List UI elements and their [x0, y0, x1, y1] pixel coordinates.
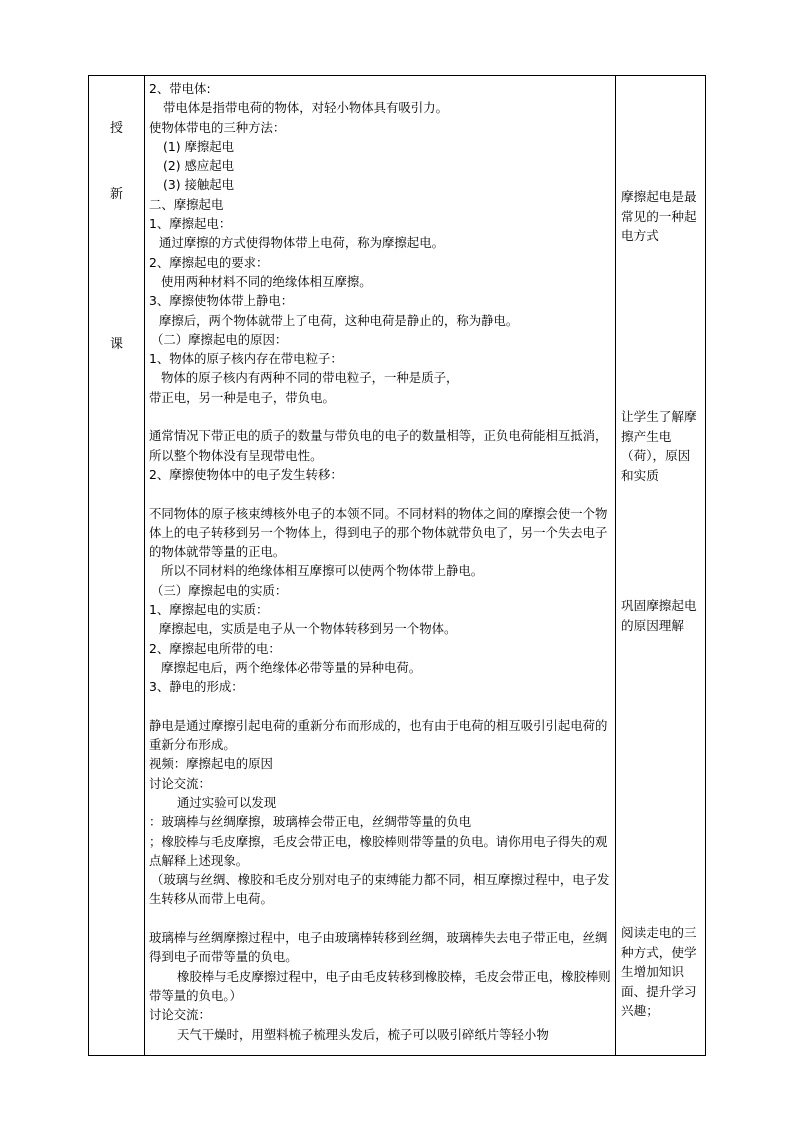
content-paragraph: 不同物体的原子核束缚核外电子的本领不同。不同材料的物体之间的摩擦会使一个物体上的电子转移到另一个物体上，得到电子的那个物体就带负电了，另一个失去电子的物体就带等量的正电。: [149, 505, 608, 560]
content-line: 摩擦起电后，两个绝缘体必带等量的异种电荷。: [161, 659, 422, 675]
content-line: 所以不同材料的绝缘体相互摩擦可以使两个物体带上静电。: [161, 563, 484, 579]
content-line: 带电体是指带电荷的物体，对轻小物体具有吸引力。: [163, 100, 448, 116]
content-line: 使用两种材料不同的绝缘体相互摩擦。: [161, 273, 372, 289]
content-paragraph: 通常情况下带正电的质子的数量与带负电的电子的数量相等，正负电荷能相互抵消，所以整个物体没有呈现带电性。: [149, 428, 608, 463]
section-heading: （二）摩擦起电的原因：: [151, 331, 288, 347]
side-label-ke: 课: [109, 337, 123, 352]
content-line: 1、摩擦起电：: [149, 216, 232, 232]
lesson-content: [149, 79, 611, 1044]
content-line: 摩擦后，两个物体就带上了电荷，这种电荷是静止的，称为静电。: [159, 312, 519, 328]
content-line: (3) 接触起电: [163, 177, 235, 193]
content-line: 视频：摩擦起电的原因: [149, 756, 273, 772]
content-line: 摩擦起电，实质是电子从一个物体转移到另一个物体。: [159, 621, 457, 637]
side-label-shou: 授: [109, 121, 123, 136]
content-line: (2) 感应起电: [163, 158, 235, 174]
content-line: 3、静电的形成：: [149, 679, 244, 695]
side-label-xin: 新: [109, 187, 123, 202]
lesson-table: [88, 75, 706, 1056]
teaching-note: 阅读走电的三种方式，使学生增加知识面、提升学习兴趣；: [621, 925, 697, 1018]
content-line: 2、摩擦起电所带的电：: [149, 640, 281, 656]
content-line: 讨论交流：: [149, 775, 211, 791]
content-paragraph: 玻璃棒与丝绸摩擦过程中，电子由玻璃棒转移到丝绸，玻璃棒失去电子带正电，丝绸得到电子而带等量的负电。: [149, 930, 608, 965]
content-line: 带正电，另一种是电子，带负电。: [149, 389, 335, 405]
content-line: 2、带电体:: [149, 81, 211, 96]
teaching-note: 巩固摩擦起电的原因理解: [621, 598, 697, 633]
content-line: 2、摩擦使物体中的电子发生转移：: [149, 466, 343, 482]
content-line: 通过实验可以发现: [177, 794, 277, 810]
teaching-note: 让学生了解摩擦产生电（荷），原因和实质: [621, 409, 697, 483]
section-heading: 二、摩擦起电: [149, 196, 224, 212]
section-heading: （三）摩擦起电的实质：: [151, 582, 288, 598]
content-paragraph: 橡胶棒与毛皮摩擦过程中，电子由毛皮转移到橡胶棒，毛皮会带正电，橡胶棒则带等量的负电。）: [149, 968, 611, 1003]
content-line: 使物体带电的三种方法：: [149, 119, 286, 135]
content-line: ：玻璃棒与丝绸摩擦，玻璃棒会带正电，丝绸带等量的负电: [149, 814, 472, 830]
content-line: 1、物体的原子核内存在带电粒子：: [149, 351, 343, 367]
content-line: 讨论交流：: [149, 1007, 211, 1023]
content-line: 物体的原子核内有两种不同的带电粒子，一种是质子，: [161, 370, 459, 386]
column-divider-right: [615, 76, 616, 1055]
content-line: 2、摩擦起电的要求：: [149, 254, 269, 270]
column-divider-left: [144, 76, 145, 1055]
teaching-note: 摩擦起电是最常见的一种起电方式: [621, 189, 697, 243]
content-line: 通过摩擦的方式使得物体带上电荷，称为摩擦起电。: [159, 235, 444, 251]
content-paragraph: 静电是通过摩擦引起电荷的重新分布而形成的，也有由于电荷的相互吸引引起电荷的重新分布形成。: [149, 717, 608, 753]
content-line: 1、摩擦起电的实质：: [149, 602, 269, 618]
content-paragraph: ；橡胶棒与毛皮摩擦，毛皮会带正电，橡胶棒则带等量的负电。请你用电子得失的观点解释上述现象。: [149, 833, 608, 868]
content-line: 天气干燥时，用塑料梳子梳理头发后，梳子可以吸引碎纸片等轻小物: [177, 1026, 549, 1042]
content-line: 3、摩擦使物体带上静电：: [149, 293, 294, 309]
content-line: (1) 摩擦起电: [163, 138, 235, 154]
content-paragraph: （玻璃与丝绸、橡胶和毛皮分别对电子的束缚能力都不同，相互摩擦过程中，电子发生转移从而带上电荷。: [149, 872, 610, 907]
